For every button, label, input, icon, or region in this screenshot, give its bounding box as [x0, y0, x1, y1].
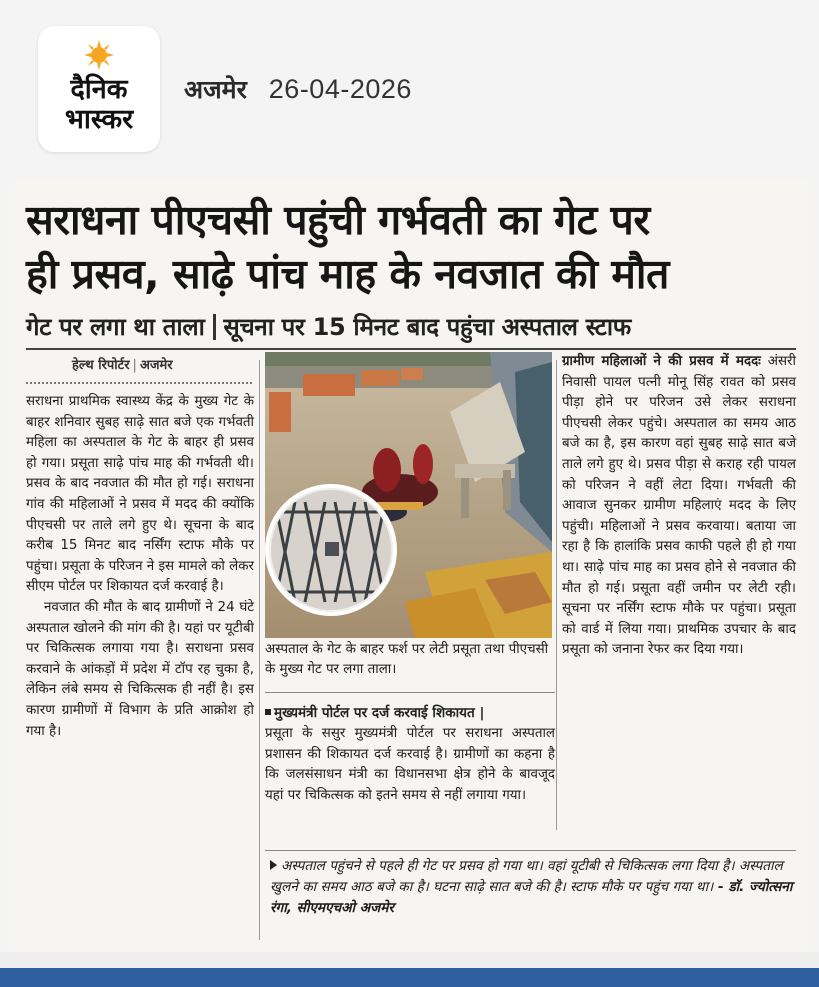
column-divider — [259, 360, 260, 940]
article-column-1 — [26, 392, 254, 742]
sun-icon — [84, 40, 114, 70]
paragraph-body: अंसरी निवासी पायल पत्नी मोनू सिंह रावत को प्रसव पीड़ा होने पर परिजन उसे लेकर सराधना पीएचसी लेकर पहुंचे। अस्पताल का समय आठ बजे का है, इस कारण वहां सुबह साढ़े सात बजे ताले लगे हुए थे। प्रसव पीड़ा से कराह रही पायल को परिजन ने वहीं लेटा दिया। गर्भवती की आवाज सुनकर ग्रामीण महिलाएं मदद के लिए पहुंची। महिलाओं ने प्रसव करवाया। बताया जा रहा है कि हालांकि प्रसव काफी पहले ही हो गया था। साढ़े पांच माह का प्रसव होने से नवजात की मौत हो गई। प्रसूता वहीं जमीन पर लेटी रही। सूचना पर नर्सिंग स्टाफ मौके पर पहुंचा। प्रसूता को वार्ड में लिया गया। प्राथमिक उपचार के बाद प्रसूता को जनाना रेफर कर दिया गया। — [562, 354, 797, 658]
quote-rule — [265, 850, 796, 851]
subhead-left: गेट पर लगा था ताला — [26, 313, 205, 341]
bottom-spacer — [0, 952, 819, 968]
column-divider — [556, 360, 557, 830]
section-heading-bar: | — [479, 705, 485, 721]
headline-line-2: ही प्रसव, साढ़े पांच माह के नवजात की मौत — [26, 250, 669, 298]
byline-dotted-rule — [26, 382, 252, 384]
headline-rule — [26, 348, 796, 350]
article-middle-column — [265, 724, 555, 806]
newspaper-clipping — [12, 180, 808, 952]
byline — [72, 355, 173, 373]
quote-triangle-icon — [270, 860, 277, 870]
paragraph: सराधना प्राथमिक स्वास्थ्य केंद्र के मुख्य गेट के बाहर शनिवार सुबह साढ़े सात बजे एक गर्भवती महिला का अस्पताल के गेट के बाहर ही प्रसव हो गया। प्रसूता साढ़े पांच माह की गर्भवती थी। प्रसव के बाद नवजात की मौत हो गई। सराधना गांव की महिलाओं ने प्रसव में मदद की क्योंकि पीएचसी पर ताले लगे हुए थे। सूचना के बाद करीब 15 मिनट बाद नर्सिंग स्टाफ मौके पर पहुंचा। प्रसूता के परिजन ने इस मामले को लेकर सीएम पोर्टल पर शिकायत दर्ज करवाई है। — [26, 394, 255, 595]
quote-text: अस्पताल पहुंचने से पहले ही गेट पर प्रसव हो गया था। वहां यूटीबी से चिकित्सक लगा दिया है। अस्पताल खुलने का समय आठ बजे का है। घटना साढ़े सात बजे की है। स्टाफ मौके पर पहुंच गया था। — [270, 858, 783, 895]
section-heading — [265, 702, 555, 721]
logo-text-dainik: दैनिक — [70, 74, 128, 105]
paragraph-lead: ग्रामीण महिलाओं ने की प्रसव में मददः — [562, 354, 761, 369]
hospital-gate-photo — [265, 352, 552, 638]
subheadline — [26, 310, 796, 343]
subhead-right: सूचना पर 15 मिनट बाद पहुंचा अस्पताल स्टाफ — [223, 313, 631, 341]
edition-city: अजमेर — [184, 75, 247, 104]
paragraph: प्रसूता के ससुर मुख्यमंत्री पोर्टल पर सराधना अस्पताल प्रशासन की शिकायत दर्ज करवाई है। ग्रामीणों का कहना है कि जलसंसाधन मंत्री का विधानसभा क्षेत्र होने के बावजूद यहां पर चिकित्सक को इतने समय से नहीं लगाया गया। — [265, 726, 555, 803]
byline-city: अजमेर — [139, 358, 173, 373]
section-heading-text: मुख्यमंत्री पोर्टल पर दर्ज करवाई शिकायत — [274, 705, 475, 721]
logo-text-bhaskar: भास्कर — [64, 104, 134, 135]
bullet-square-icon — [265, 709, 271, 715]
dainik-bhaskar-logo[interactable] — [38, 26, 160, 152]
subhead-divider — [213, 314, 216, 340]
byline-reporter: हेल्थ रिपोर्टर — [72, 358, 130, 373]
edition-date: 26-04-2026 — [268, 74, 412, 104]
article-column-3 — [562, 352, 796, 661]
quote-signature: - डॉ. ज्योत्सना रंगा, सीएमएचओ अजमेर — [270, 879, 793, 916]
official-quote — [270, 856, 796, 919]
paragraph — [562, 352, 796, 661]
paragraph: नवजात की मौत के बाद ग्रामीणों ने 24 घंटे अस्पताल खोलने की मांग की है। यहां पर यूटीबी पर चिकित्सक लगाया गया है। सराधना प्रसव करवाने के आंकड़ों में प्रदेश में टॉप रह चुका है, लेकिन लंबे समय से चिकित्सक ही नहीं है। इस कारण ग्रामीणों में विभाग के प्रति आक्रोश हो गया है। — [26, 599, 254, 739]
caption-rule — [265, 692, 555, 693]
byline-separator: | — [132, 358, 137, 373]
app-header — [0, 0, 819, 170]
bottom-accent-bar — [0, 968, 819, 987]
headline-line-1: सराधना पीएचसी पहुंची गर्भवती का गेट पर — [26, 196, 650, 244]
edition-meta — [184, 72, 412, 106]
photo-caption: अस्पताल के गेट के बाहर फर्श पर लेटी प्रसूता तथा पीएचसी के मुख्य गेट पर लगा ताला। — [265, 642, 549, 677]
news-photo[interactable] — [265, 352, 552, 638]
